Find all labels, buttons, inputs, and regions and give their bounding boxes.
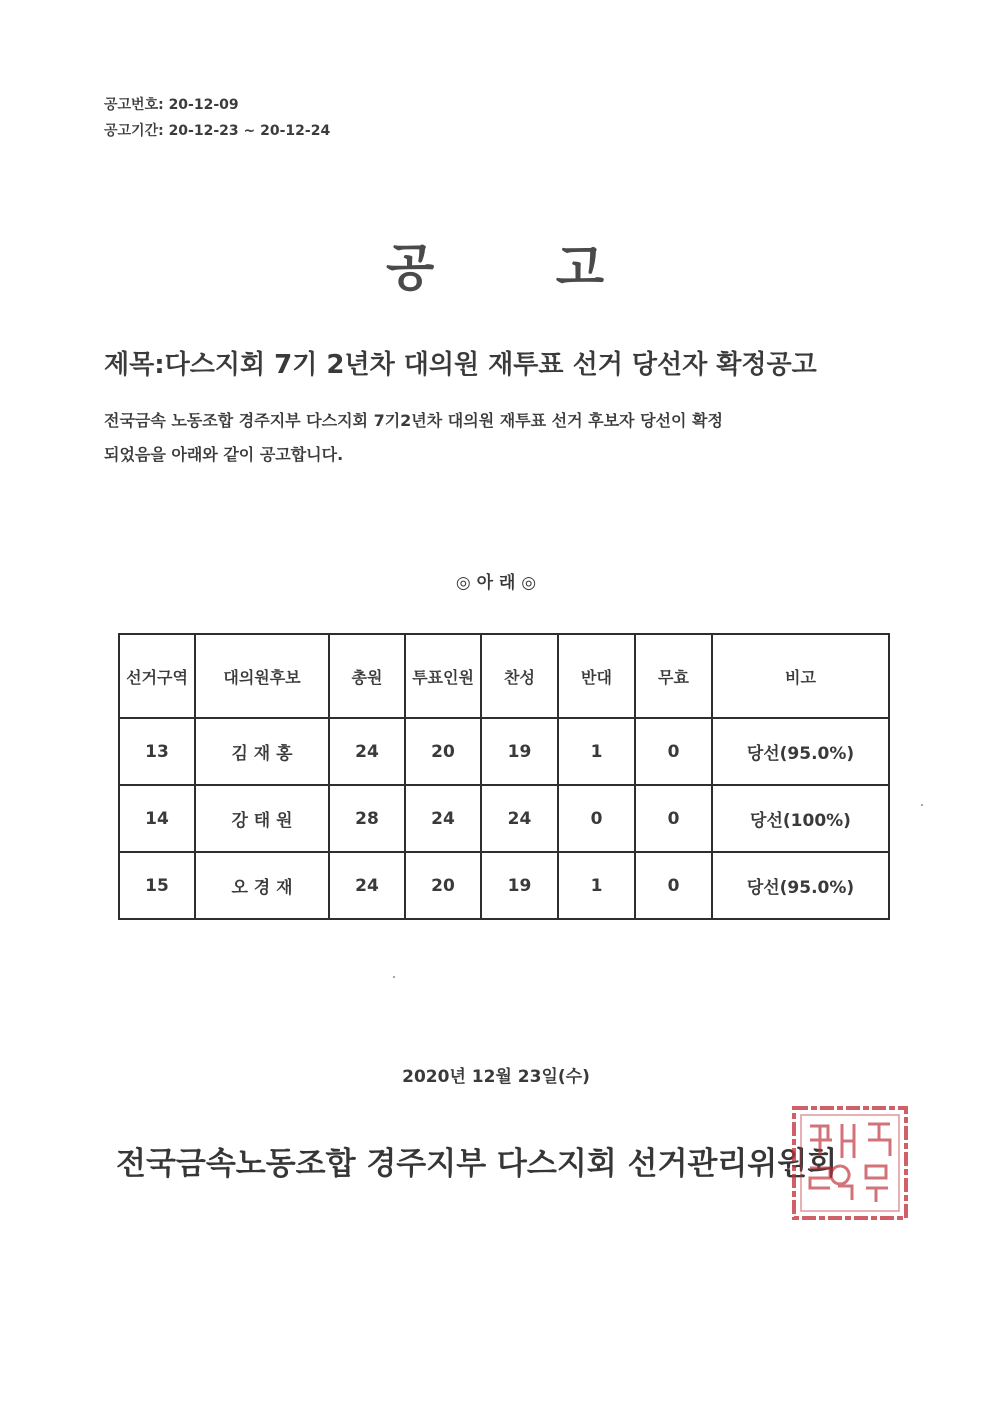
cell-district: 13 — [119, 718, 195, 785]
cell-district: 14 — [119, 785, 195, 852]
cell-yes: 19 — [481, 852, 558, 919]
cell-yes: 24 — [481, 785, 558, 852]
results-table — [118, 633, 890, 920]
notice-body — [104, 404, 864, 472]
cell-invalid: 0 — [635, 852, 712, 919]
cell-total: 24 — [329, 852, 405, 919]
notice-period: 공고기간: 20-12-23 ~ 20-12-24 — [104, 123, 331, 139]
header-candidate: 대의원후보 — [195, 634, 329, 718]
cell-yes: 19 — [481, 718, 558, 785]
cell-remarks: 당선(95.0%) — [712, 852, 889, 919]
cell-district: 15 — [119, 852, 195, 919]
cell-voters: 24 — [405, 785, 481, 852]
header-voters: 투표인원 — [405, 634, 481, 718]
table-header-row — [119, 634, 889, 718]
table-row — [119, 852, 889, 919]
table-row — [119, 785, 889, 852]
cell-remarks: 당선(100%) — [712, 785, 889, 852]
notice-number: 공고번호: 20-12-09 — [104, 97, 239, 113]
cell-remarks: 당선(95.0%) — [712, 718, 889, 785]
cell-voters: 20 — [405, 852, 481, 919]
cell-invalid: 0 — [635, 718, 712, 785]
notice-meta — [104, 92, 330, 144]
header-district: 선거구역 — [119, 634, 195, 718]
notice-date: 2020년 12월 23일(수) — [402, 1067, 590, 1087]
cell-no: 1 — [558, 852, 635, 919]
header-no: 반대 — [558, 634, 635, 718]
cell-no: 1 — [558, 718, 635, 785]
table-row — [119, 718, 889, 785]
cell-candidate: 강 태 원 — [195, 785, 329, 852]
cell-candidate: 오 경 재 — [195, 852, 329, 919]
cell-voters: 20 — [405, 718, 481, 785]
notice-body-line-2: 되었음을 아래와 같이 공고합니다. — [104, 445, 344, 464]
cell-total: 28 — [329, 785, 405, 852]
header-remarks: 비고 — [712, 634, 889, 718]
header-yes: 찬성 — [481, 634, 558, 718]
official-seal-stamp — [790, 1104, 910, 1222]
cell-invalid: 0 — [635, 785, 712, 852]
notice-subject: 제목:다스지회 7기 2년차 대의원 재투표 선거 당선자 확정공고 — [104, 350, 817, 380]
notice-heading: ◎ 아 래 ◎ — [455, 573, 537, 593]
scan-speck — [921, 804, 923, 806]
cell-candidate: 김 재 홍 — [195, 718, 329, 785]
page-title: 공 고 — [385, 239, 606, 297]
scan-speck — [393, 976, 395, 978]
notice-body-line-1: 전국금속 노동조합 경주지부 다스지회 7기2년차 대의원 재투표 선거 후보자 당선이 확정 — [104, 411, 723, 430]
organization-name: 전국금속노동조합 경주지부 다스지회 선거관리위원회 — [116, 1146, 838, 1182]
cell-total: 24 — [329, 718, 405, 785]
header-invalid: 무효 — [635, 634, 712, 718]
cell-no: 0 — [558, 785, 635, 852]
header-total: 총원 — [329, 634, 405, 718]
